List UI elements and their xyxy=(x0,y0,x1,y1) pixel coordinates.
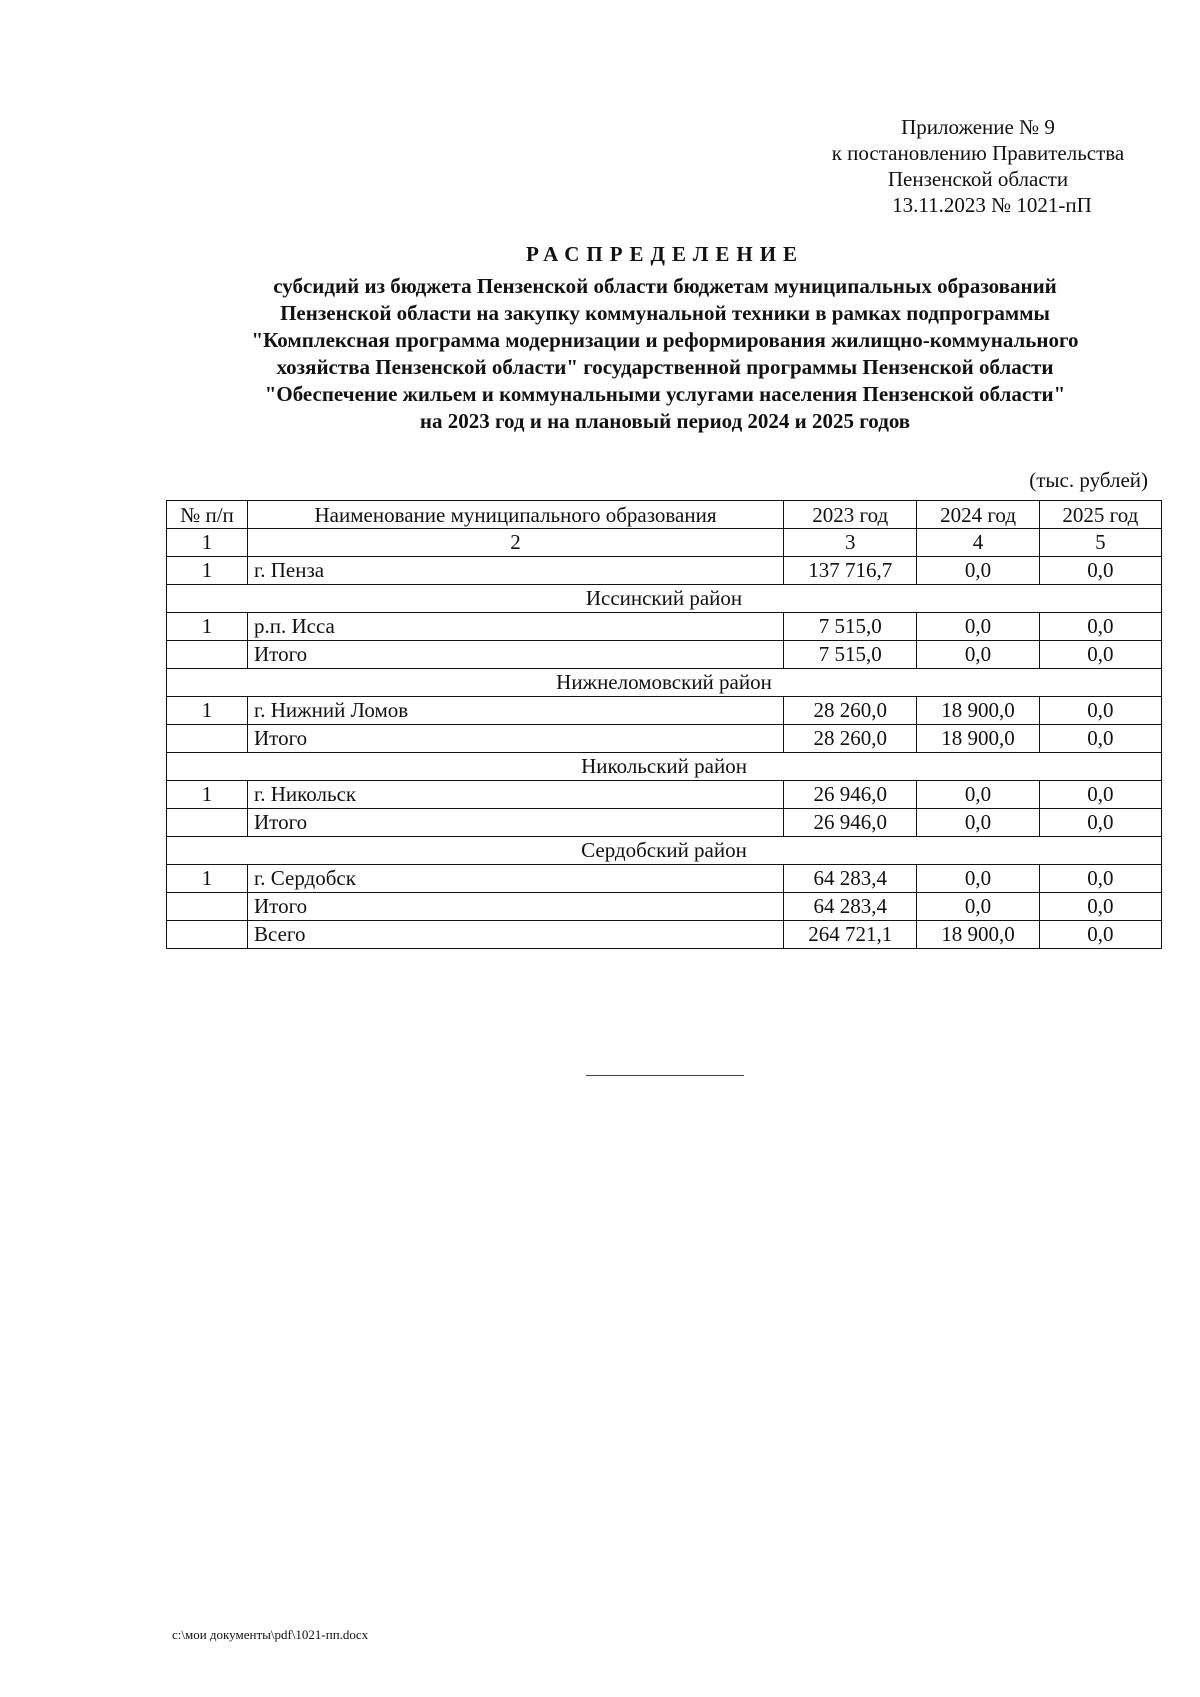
appendix-line: к постановлению Правительства xyxy=(831,141,1125,165)
row-value-2024: 0,0 xyxy=(917,893,1039,921)
row-value-2024: 0,0 xyxy=(917,865,1039,893)
units-label: (тыс. рублей) xyxy=(1029,468,1148,492)
row-num: 1 xyxy=(167,557,248,585)
row-value-2023: 264 721,1 xyxy=(784,921,917,949)
row-value-2025: 0,0 xyxy=(1039,865,1161,893)
header-2025: 2025 год xyxy=(1039,501,1161,529)
header-name: Наименование муниципального образования xyxy=(248,501,784,529)
col-number: 3 xyxy=(784,529,917,557)
district-name: Иссинский район xyxy=(167,585,1162,613)
row-name: г. Никольск xyxy=(248,781,784,809)
row-num: 1 xyxy=(167,781,248,809)
row-name: Итого xyxy=(248,893,784,921)
district-row xyxy=(167,585,1162,613)
district-row xyxy=(167,753,1162,781)
table-body xyxy=(167,557,1162,949)
col-number: 1 xyxy=(167,529,248,557)
col-number: 5 xyxy=(1039,529,1161,557)
column-number-row xyxy=(167,529,1162,557)
row-value-2023: 137 716,7 xyxy=(784,557,917,585)
table-row xyxy=(167,725,1162,753)
row-num: 1 xyxy=(167,697,248,725)
row-name: г. Сердобск xyxy=(248,865,784,893)
appendix-line: Приложение № 9 xyxy=(901,115,1055,139)
district-row xyxy=(167,837,1162,865)
row-value-2025: 0,0 xyxy=(1039,697,1161,725)
table-header-row xyxy=(167,501,1162,529)
col-number: 2 xyxy=(248,529,784,557)
row-value-2025: 0,0 xyxy=(1039,641,1161,669)
row-value-2025: 0,0 xyxy=(1039,781,1161,809)
row-num: 1 xyxy=(167,865,248,893)
row-value-2023: 64 283,4 xyxy=(784,893,917,921)
header-2023: 2023 год xyxy=(784,501,917,529)
table-row xyxy=(167,697,1162,725)
row-value-2023: 64 283,4 xyxy=(784,865,917,893)
district-row xyxy=(167,669,1162,697)
row-value-2024: 0,0 xyxy=(917,809,1039,837)
subtitle-line: на 2023 год и на плановый период 2024 и 2025 годов xyxy=(419,409,911,433)
row-name: Итого xyxy=(248,809,784,837)
table-row xyxy=(167,893,1162,921)
appendix-line: Пензенской области xyxy=(887,167,1069,191)
row-num xyxy=(167,725,248,753)
subtitle-line: "Комплексная программа модернизации и реформирования жилищно-коммунального xyxy=(251,328,1079,352)
table-row xyxy=(167,641,1162,669)
row-name: г. Пенза xyxy=(248,557,784,585)
subtitle-line: субсидий из бюджета Пензенской области бюджетам муниципальных образований xyxy=(273,274,1057,298)
end-divider xyxy=(586,1075,744,1076)
row-value-2025: 0,0 xyxy=(1039,557,1161,585)
row-value-2023: 26 946,0 xyxy=(784,781,917,809)
district-name: Никольский район xyxy=(167,753,1162,781)
row-num xyxy=(167,921,248,949)
appendix-block xyxy=(808,114,1148,218)
table-row xyxy=(167,865,1162,893)
row-value-2023: 26 946,0 xyxy=(784,809,917,837)
subtitle-line: хозяйства Пензенской области" государственной программы Пензенской области xyxy=(276,355,1054,379)
row-name: Всего xyxy=(248,921,784,949)
row-num: 1 xyxy=(167,613,248,641)
row-num xyxy=(167,809,248,837)
row-value-2024: 18 900,0 xyxy=(917,921,1039,949)
row-value-2023: 7 515,0 xyxy=(784,641,917,669)
header-2024: 2024 год xyxy=(917,501,1039,529)
row-value-2023: 7 515,0 xyxy=(784,613,917,641)
row-value-2024: 18 900,0 xyxy=(917,697,1039,725)
file-path-footer: c:\мои документы\pdf\1021-пп.docx xyxy=(172,1627,369,1642)
row-value-2023: 28 260,0 xyxy=(784,725,917,753)
row-value-2025: 0,0 xyxy=(1039,613,1161,641)
col-number: 4 xyxy=(917,529,1039,557)
row-name: р.п. Исса xyxy=(248,613,784,641)
table-row xyxy=(167,557,1162,585)
header-num: № п/п xyxy=(167,501,248,529)
table-row xyxy=(167,613,1162,641)
subtitle-line: "Обеспечение жильем и коммунальными услугами населения Пензенской области" xyxy=(264,382,1066,406)
row-name: Итого xyxy=(248,725,784,753)
distribution-table xyxy=(166,500,1162,949)
row-value-2024: 0,0 xyxy=(917,613,1039,641)
row-value-2024: 0,0 xyxy=(917,641,1039,669)
row-value-2024: 18 900,0 xyxy=(917,725,1039,753)
row-value-2025: 0,0 xyxy=(1039,809,1161,837)
row-value-2024: 0,0 xyxy=(917,781,1039,809)
row-value-2025: 0,0 xyxy=(1039,725,1161,753)
table-row xyxy=(167,781,1162,809)
row-value-2025: 0,0 xyxy=(1039,893,1161,921)
row-name: Итого xyxy=(248,641,784,669)
row-num xyxy=(167,893,248,921)
subtitle-line: Пензенской области на закупку коммунальной техники в рамках подпрограммы xyxy=(280,301,1050,325)
district-name: Нижнеломовский район xyxy=(167,669,1162,697)
appendix-date-line: 13.11.2023 № 1021-пП xyxy=(892,193,1092,217)
table-row xyxy=(167,921,1162,949)
document-subtitle xyxy=(150,273,1180,435)
row-value-2023: 28 260,0 xyxy=(784,697,917,725)
row-num xyxy=(167,641,248,669)
row-name: г. Нижний Ломов xyxy=(248,697,784,725)
district-name: Сердобский район xyxy=(167,837,1162,865)
table-row xyxy=(167,809,1162,837)
row-value-2024: 0,0 xyxy=(917,557,1039,585)
row-value-2025: 0,0 xyxy=(1039,921,1161,949)
document-title: РАСПРЕДЕЛЕНИЕ xyxy=(525,242,805,266)
